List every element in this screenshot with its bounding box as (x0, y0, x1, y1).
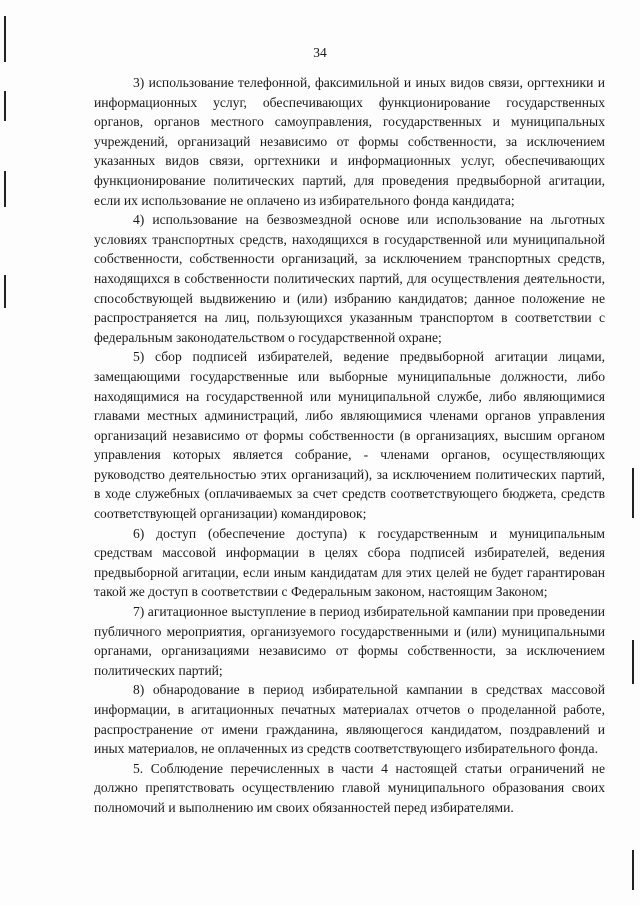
paragraph-item-5: 5) сбор подписей избирателей, ведение предвыборной агитации лицами, замещающими государственные или выборные муниципальные должности, либо находящимися на государственной или муниципальной службе, либо являющимися главами местных администраций, либо являющимися членами органов управления организаций независимо от формы собственности (в организациях, высшим органом управления которых является собрание, - членами органов, осуществляющих руководство деятельностью этих организаций), за исключением политических партий, в ходе служебных (оплачиваемых за счет средств соответствующего бюджета, средств соответствующей организации) командировок; (94, 349, 605, 522)
paragraph-item-8: 8) обнародование в период избирательной кампании в средствах массовой информации, в агитационных печатных материалах отчетов о проделанной работе, распространение от имени гражданина, являющегося кандидатом, поздравлений и иных материалов, не оплаченных из средств соответствующего избирательного фонда. (94, 682, 605, 757)
paragraph-item-3: 3) использование телефонной, факсимильной и иных видов связи, оргтехники и информационных услуг, обеспечивающих функционирование государственных органов, органов местного самоуправления, государственных и муниципальных учреждений, организаций независимо от формы собственности, за исключением указанных видов связи, оргтехники и информационных услуг, обеспечивающих функционирование политических партий, для проведения предвыборной агитации, если их использование не оплачено из избирательного фонда кандидата; (94, 75, 605, 208)
paragraph-item-4: 4) использование на безвозмездной основе или использование на льготных условиях транспортных средств, находящихся в государственной или муниципальной собственности, собственности организаций, за исключением транспортных средств, находящихся в собственности политических партий, для осуществления деятельности, способствующей выдвижению и (или) избранию кандидатов; данное положение не распространяется на лиц, пользующихся указанным транспортом в соответствии с федеральным законодательством о государственной охране; (94, 212, 605, 345)
body-text (94, 73, 605, 818)
right-margin-mark (632, 850, 634, 890)
right-margin-mark (632, 640, 634, 684)
paragraph-item-6: 6) доступ (обеспечение доступа) к государственным и муниципальным средствам массовой информации в целях сбора подписей избирателей, ведения предвыборной агитации, если иным кандидатам для этих целей не будет гарантирован такой же доступ в соответствии с Федеральным законом, настоящим Законом; (94, 525, 605, 600)
left-margin-mark (4, 91, 6, 121)
paragraph-item-7: 7) агитационное выступление в период избирательной кампании при проведении публичного мероприятия, организуемого государственными и (или) муниципальными органами, организациями независимо от формы собственности, за исключением политических партий; (94, 604, 605, 678)
paragraph-part-5: 5. Соблюдение перечисленных в части 4 настоящей статьи ограничений не должно препятствовать осуществлению главой муниципального образования своих полномочий и выполнению им своих обязанностей перед избирателями. (94, 760, 605, 815)
left-margin-mark (4, 171, 6, 207)
right-margin-mark (632, 468, 634, 518)
page-number: 34 (313, 45, 327, 60)
left-margin-mark (4, 275, 6, 308)
